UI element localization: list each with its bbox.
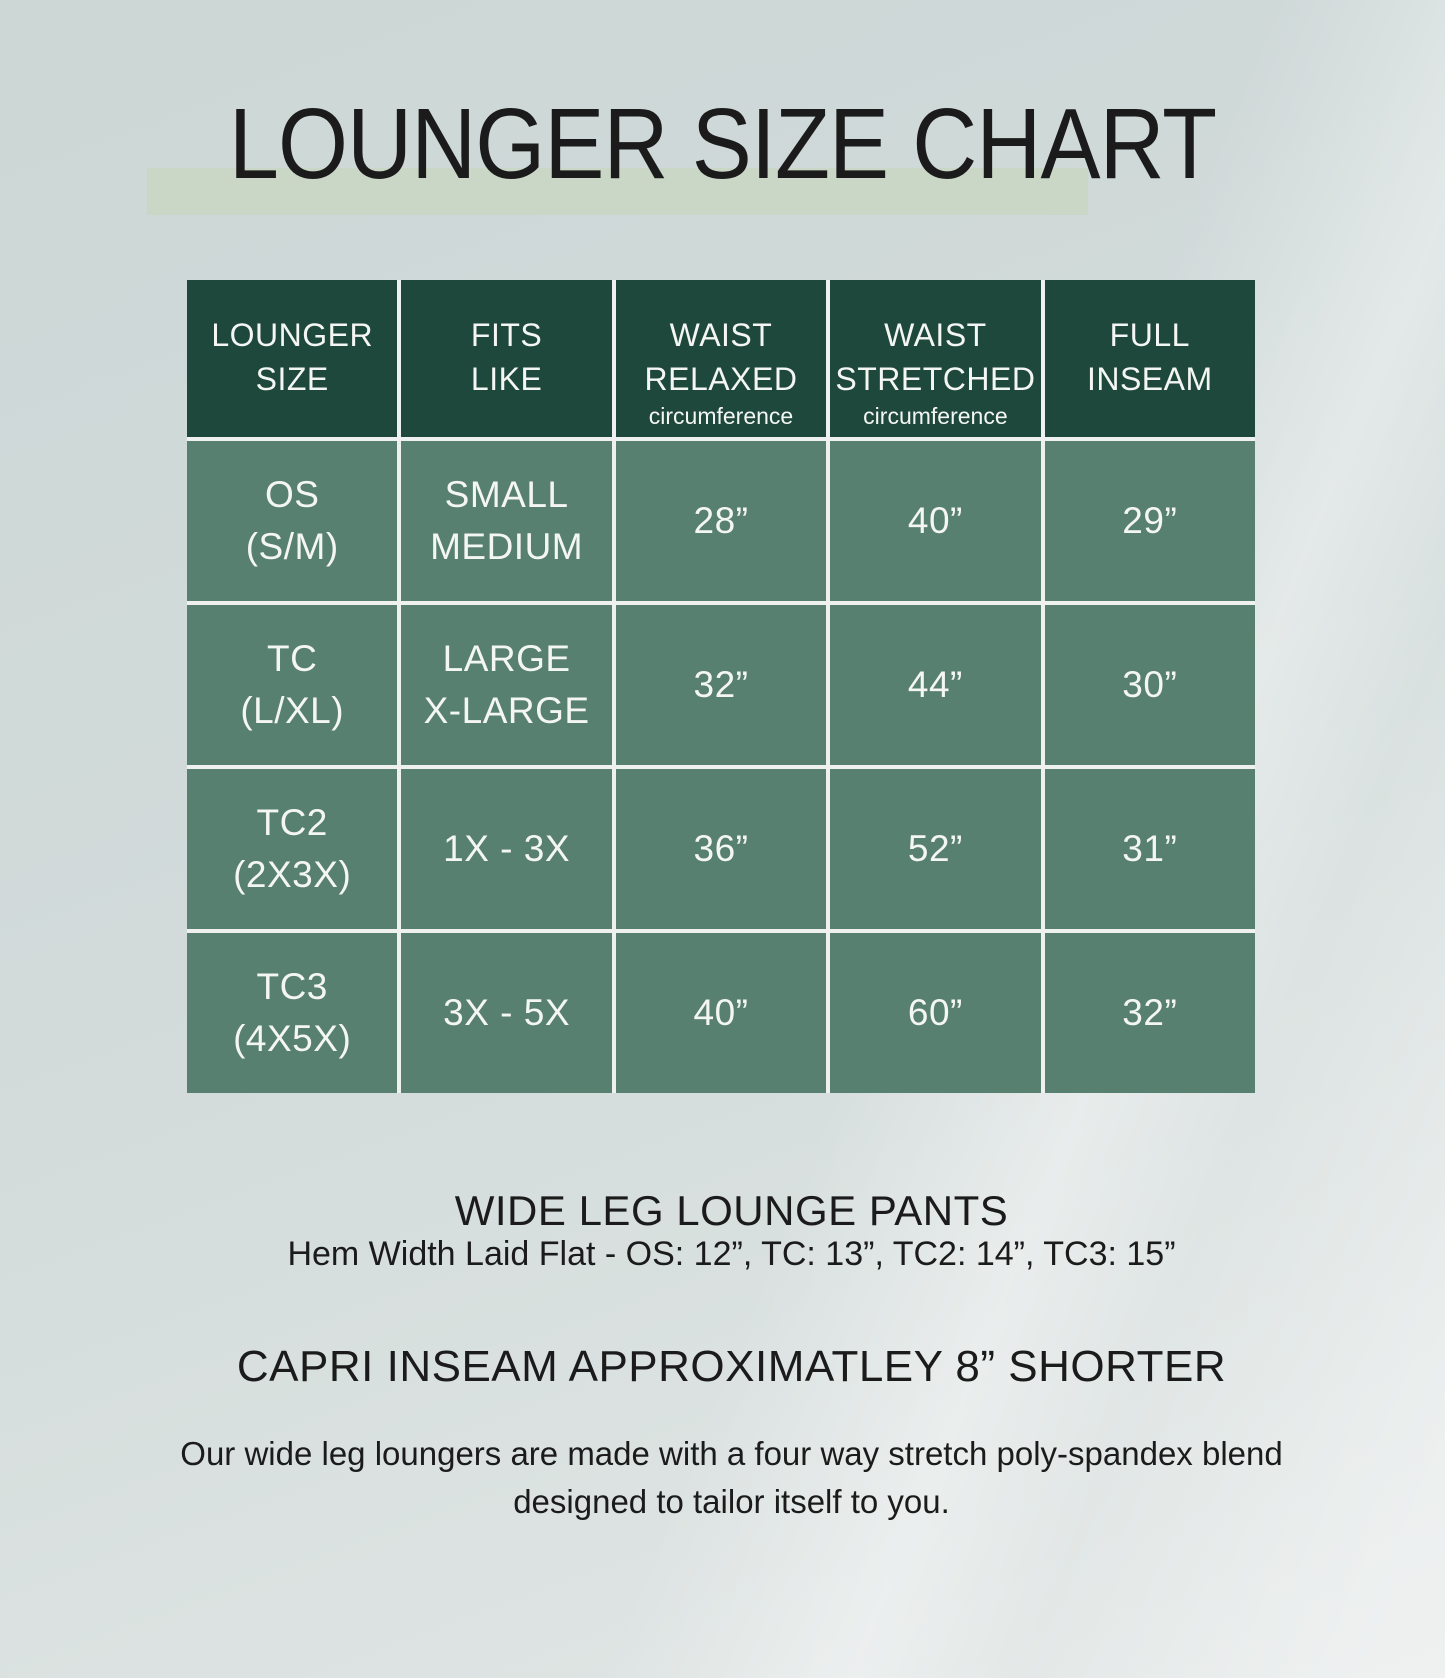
cell-text: 30” bbox=[1122, 664, 1178, 705]
cell-text: 40” bbox=[907, 500, 963, 541]
header-line: INSEAM bbox=[1086, 361, 1213, 397]
cell-text: (4X5X) bbox=[233, 1018, 352, 1059]
cell-inseam-os bbox=[1045, 441, 1255, 601]
cell-size-tc2 bbox=[187, 769, 397, 929]
fabric-blend-line2: designed to tailor itself to you. bbox=[513, 1483, 950, 1520]
capri-inseam-note: CAPRI INSEAM APPROXIMATLEY 8” SHORTER bbox=[236, 1342, 1227, 1391]
hem-width-note: Hem Width Laid Flat - OS: 12”, TC: 13”, TC2: 14”, TC3: 15” bbox=[287, 1235, 1176, 1273]
cell-waist-relaxed-tc3 bbox=[616, 933, 826, 1093]
cell-text: 31” bbox=[1122, 828, 1178, 869]
cell-text: SMALL bbox=[444, 474, 569, 515]
cell-waist-stretched-os bbox=[830, 441, 1040, 601]
wide-leg-heading: WIDE LEG LOUNGE PANTS bbox=[454, 1187, 1009, 1234]
header-line: RELAXED bbox=[644, 361, 798, 397]
cell-text: OS bbox=[264, 474, 320, 515]
column-header-lounger-size bbox=[187, 280, 397, 437]
cell-text: (L/XL) bbox=[240, 690, 345, 731]
size-chart-table bbox=[187, 280, 1255, 1093]
cell-text: X-LARGE bbox=[423, 690, 590, 731]
column-header-fits-like bbox=[401, 280, 611, 437]
cell-text: LARGE bbox=[442, 638, 571, 679]
cell-text: MEDIUM bbox=[430, 526, 584, 567]
cell-fits-os bbox=[401, 441, 611, 601]
header-line: WAIST bbox=[884, 317, 987, 353]
cell-text: 32” bbox=[1122, 992, 1178, 1033]
cell-text: TC bbox=[267, 638, 318, 679]
column-header-waist-relaxed bbox=[616, 280, 826, 437]
cell-text: 52” bbox=[907, 828, 963, 869]
cell-text: 60” bbox=[907, 992, 963, 1033]
cell-inseam-tc bbox=[1045, 605, 1255, 765]
cell-waist-relaxed-tc bbox=[616, 605, 826, 765]
header-line: LOUNGER bbox=[211, 317, 374, 353]
cell-text: 28” bbox=[693, 500, 749, 541]
cell-waist-relaxed-tc2 bbox=[616, 769, 826, 929]
cell-text: 1X - 3X bbox=[443, 828, 571, 869]
header-line: LIKE bbox=[470, 361, 543, 397]
cell-text: 32” bbox=[693, 664, 749, 705]
header-line: STRETCHED bbox=[835, 361, 1036, 397]
cell-text: (2X3X) bbox=[233, 854, 352, 895]
cell-fits-tc3 bbox=[401, 933, 611, 1093]
cell-fits-tc2 bbox=[401, 769, 611, 929]
cell-text: 36” bbox=[693, 828, 749, 869]
cell-text: 44” bbox=[907, 664, 963, 705]
cell-text: 3X - 5X bbox=[443, 992, 571, 1033]
page-title bbox=[0, 88, 1445, 200]
cell-waist-stretched-tc2 bbox=[830, 769, 1040, 929]
cell-text: 29” bbox=[1122, 500, 1178, 541]
cell-waist-stretched-tc3 bbox=[830, 933, 1040, 1093]
cell-fits-tc bbox=[401, 605, 611, 765]
cell-inseam-tc3 bbox=[1045, 933, 1255, 1093]
fabric-blend-line1: Our wide leg loungers are made with a four way stretch poly-spandex blend bbox=[180, 1435, 1283, 1472]
header-line: WAIST bbox=[669, 317, 773, 353]
cell-waist-stretched-tc bbox=[830, 605, 1040, 765]
cell-text: TC2 bbox=[256, 802, 328, 843]
cell-waist-relaxed-os bbox=[616, 441, 826, 601]
cell-size-os bbox=[187, 441, 397, 601]
column-header-waist-stretched bbox=[830, 280, 1040, 437]
header-line: FITS bbox=[470, 317, 543, 353]
header-subline: circumference bbox=[648, 403, 794, 429]
cell-text: 40” bbox=[693, 992, 749, 1033]
cell-size-tc bbox=[187, 605, 397, 765]
header-line: SIZE bbox=[255, 361, 329, 397]
cell-text: TC3 bbox=[256, 966, 328, 1007]
column-header-full-inseam bbox=[1045, 280, 1255, 437]
cell-inseam-tc2 bbox=[1045, 769, 1255, 929]
cell-text: (S/M) bbox=[245, 526, 339, 567]
page-title-text: LOUNGER SIZE CHART bbox=[228, 88, 1217, 200]
header-line: FULL bbox=[1109, 317, 1190, 353]
cell-size-tc3 bbox=[187, 933, 397, 1093]
header-subline: circumference bbox=[863, 403, 1008, 429]
